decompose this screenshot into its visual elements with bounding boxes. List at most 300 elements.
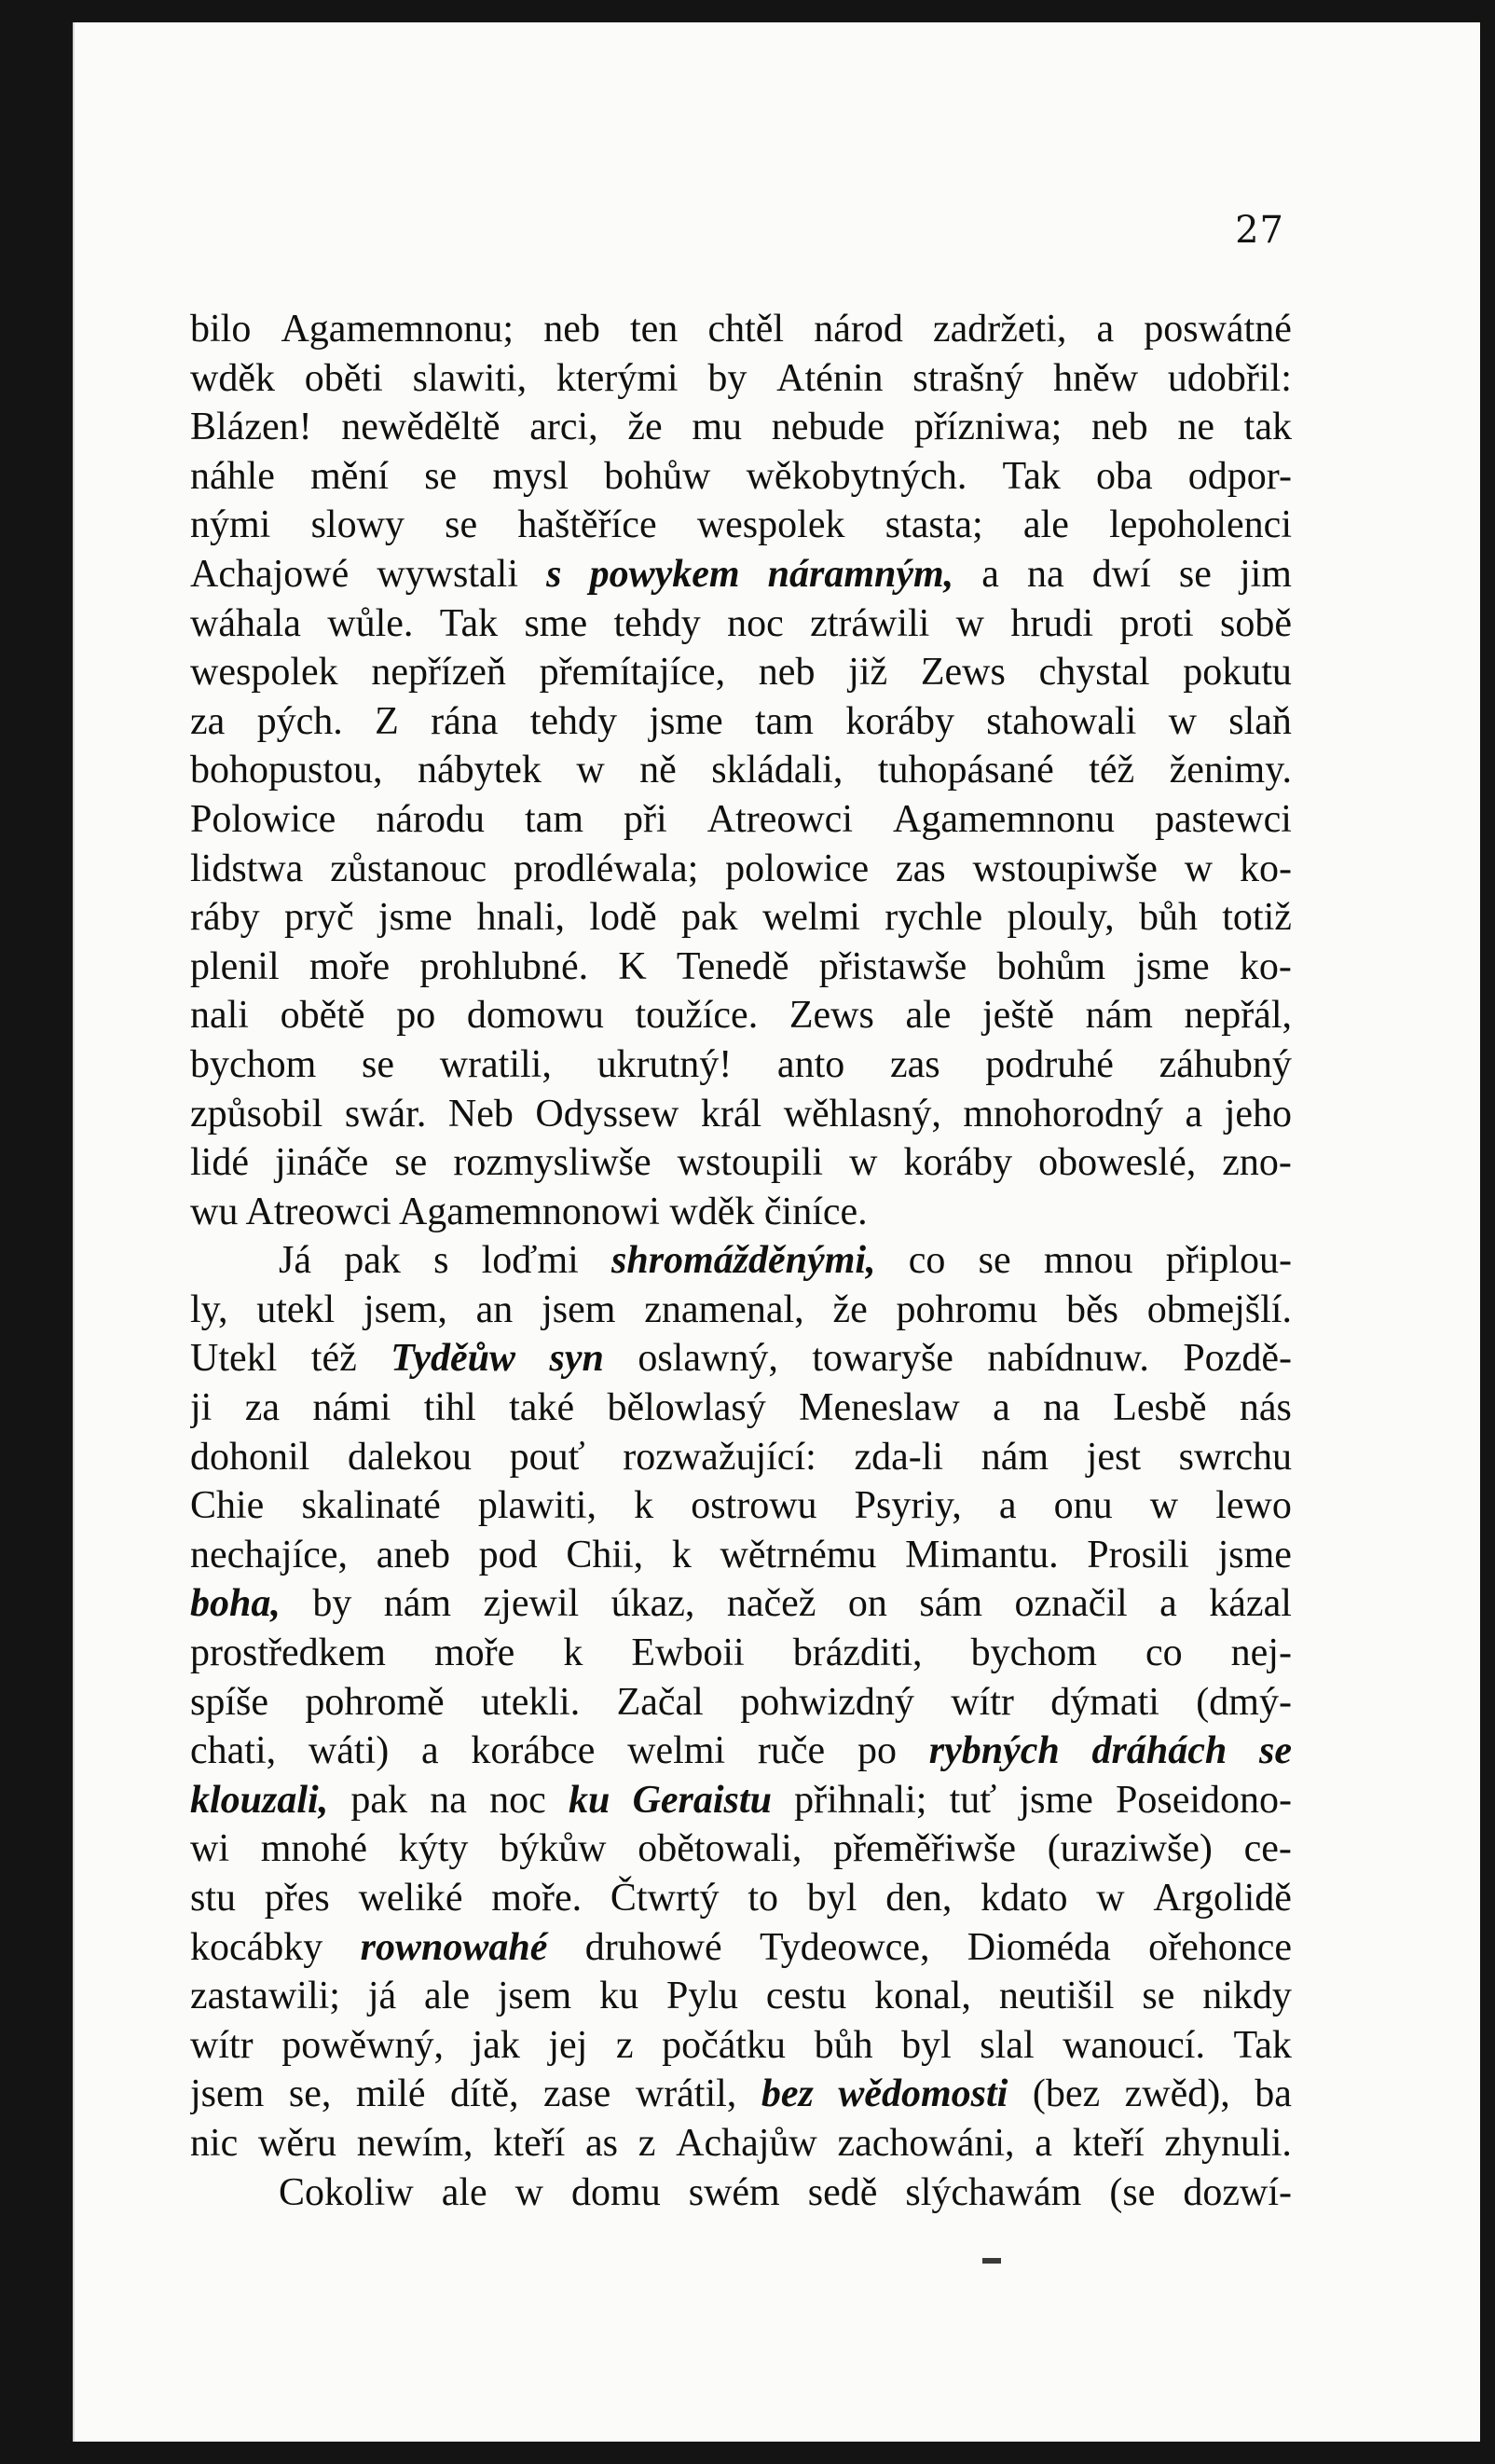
text-line xyxy=(190,2119,1292,2168)
word: korábce xyxy=(471,1729,596,1773)
word: lepoholenci xyxy=(1109,503,1292,547)
word: Cokoliw xyxy=(279,2170,414,2214)
word: pak xyxy=(344,1239,401,1283)
page-number: 27 xyxy=(1235,209,1284,252)
word: zastawili; xyxy=(190,1975,340,2018)
emphasized-word: boha, xyxy=(190,1582,281,1626)
emphasized-word: bez xyxy=(761,2072,814,2116)
word: wáti) xyxy=(308,1729,390,1773)
emphasized-word: náramným, xyxy=(767,552,954,596)
word: zachowáni, xyxy=(837,2121,1015,2165)
word: (uraziwše) xyxy=(1047,1827,1213,1871)
word: bůh xyxy=(1138,896,1198,940)
word: proti xyxy=(1119,601,1194,645)
word: strašný xyxy=(912,356,1024,400)
word: pouť xyxy=(509,1435,585,1479)
word: mění xyxy=(310,454,390,498)
word: (bez xyxy=(1032,2072,1101,2116)
word: polowice xyxy=(725,847,870,890)
word: w xyxy=(1168,699,1197,743)
word: wěru xyxy=(258,2121,337,2165)
word: k xyxy=(671,1533,692,1576)
text-line xyxy=(190,305,1292,354)
word: pak xyxy=(680,896,738,940)
text-line xyxy=(190,1040,1292,1090)
word: pohwizdný xyxy=(740,1680,914,1724)
word: označil xyxy=(1014,1582,1128,1626)
word: (dmý- xyxy=(1196,1680,1292,1724)
word: swém xyxy=(688,2170,780,2214)
word: námi xyxy=(312,1386,391,1430)
word: wratili, xyxy=(439,1042,552,1086)
word: pryč xyxy=(283,896,354,940)
text-line xyxy=(190,1188,1292,1237)
text-line xyxy=(190,893,1292,943)
emphasized-word: se xyxy=(1259,1729,1292,1773)
word: ořehonce xyxy=(1148,1925,1292,1969)
word: (se xyxy=(1109,2170,1156,2214)
word: ale xyxy=(1022,503,1069,547)
word: nám xyxy=(383,1582,452,1626)
word: tam xyxy=(755,699,814,743)
word: král xyxy=(700,1092,762,1136)
word: toužíce. xyxy=(635,994,759,1038)
word: že xyxy=(627,406,663,449)
word: moře xyxy=(309,944,391,988)
word: Psyriy, xyxy=(854,1484,962,1528)
word: již xyxy=(848,651,888,695)
word: zhynuli. xyxy=(1164,2121,1292,2165)
word: bychom xyxy=(970,1631,1097,1675)
word: utekli. xyxy=(481,1680,581,1724)
word: způsobil xyxy=(190,1092,323,1136)
word: z xyxy=(638,2121,656,2165)
word: náhle xyxy=(190,454,275,498)
word: přemítajíce, xyxy=(539,651,726,695)
word: mnohorodný xyxy=(963,1092,1163,1136)
book-page xyxy=(73,22,1480,2442)
word: byl xyxy=(806,1877,857,1920)
emphasized-word: syn xyxy=(549,1337,604,1381)
word: hněw xyxy=(1053,356,1139,400)
word: zjewil xyxy=(483,1582,580,1626)
word: koráby xyxy=(903,1141,1013,1185)
word: ly, xyxy=(190,1287,228,1331)
word: zda-li xyxy=(854,1435,944,1479)
word: lewo xyxy=(1215,1484,1292,1528)
text-line xyxy=(190,1629,1292,1678)
word: brázditi, xyxy=(792,1631,923,1675)
word: spíše xyxy=(190,1680,268,1724)
word: totiž xyxy=(1222,896,1292,940)
word: ko- xyxy=(1239,847,1292,890)
word: tam xyxy=(525,797,583,841)
emphasized-word: Geraistu xyxy=(632,1778,772,1822)
emphasized-word: dráhách xyxy=(1091,1729,1228,1773)
text-line xyxy=(190,1433,1292,1482)
word: welmi xyxy=(761,896,860,940)
word: na xyxy=(1043,1386,1080,1430)
word: ba xyxy=(1255,2072,1292,2116)
word: znamenal, xyxy=(644,1287,804,1331)
word: s xyxy=(433,1239,449,1283)
word: úkaz, xyxy=(610,1582,695,1626)
word: Argolidě xyxy=(1153,1877,1292,1920)
word: wywstali xyxy=(377,552,519,596)
word: ukrutný! xyxy=(597,1042,733,1086)
text-line xyxy=(190,795,1292,845)
word: Tydeowce, xyxy=(759,1925,930,1969)
word: Achajůw xyxy=(676,2121,817,2165)
word: Polowice xyxy=(190,797,336,841)
word: a xyxy=(420,1729,439,1773)
word: wi xyxy=(190,1827,229,1871)
word: loďmi xyxy=(481,1239,579,1283)
word: arci, xyxy=(529,406,598,449)
text-line xyxy=(190,1776,1292,1825)
word: nám xyxy=(1085,994,1153,1038)
word: jsem xyxy=(497,1975,572,2018)
word: se xyxy=(394,1141,428,1185)
word: zas xyxy=(889,1042,940,1086)
word: a xyxy=(1185,1092,1203,1136)
word: prodléwala; xyxy=(514,847,699,890)
word: w xyxy=(514,2170,544,2214)
word: konal, xyxy=(874,1975,971,2018)
emphasized-word: Tyděůw xyxy=(391,1337,515,1381)
word: připlou- xyxy=(1165,1239,1292,1283)
word: přízniwa; xyxy=(913,406,1063,449)
word: skalinaté xyxy=(301,1484,441,1528)
text-line xyxy=(190,1678,1292,1728)
word: koráby xyxy=(845,699,954,743)
word: oběti xyxy=(304,356,383,400)
word: byl xyxy=(901,2023,952,2067)
word: bychom xyxy=(190,1042,317,1086)
word: kteří xyxy=(493,2121,566,2165)
word: mnou xyxy=(1043,1239,1133,1283)
word: a xyxy=(993,1386,1010,1430)
word: tihl xyxy=(423,1386,476,1430)
word: bilo xyxy=(190,308,252,351)
word: Poseidono- xyxy=(1116,1778,1292,1822)
word: ráby xyxy=(190,896,260,940)
word: udobřil: xyxy=(1167,356,1292,400)
text-line xyxy=(190,2070,1292,2119)
word: an xyxy=(475,1287,514,1331)
word: jsme xyxy=(1217,1533,1292,1576)
word: národ xyxy=(814,308,903,351)
word: slal xyxy=(980,2023,1035,2067)
word: kázal xyxy=(1209,1582,1292,1626)
word: Aténin xyxy=(776,356,884,400)
word: národu xyxy=(376,797,485,841)
word: Tak xyxy=(1002,454,1061,498)
word: slawiti, xyxy=(412,356,528,400)
word: lidstwa xyxy=(190,847,304,890)
word: nechajíce, xyxy=(190,1533,349,1576)
word: rozmysliwše xyxy=(453,1141,651,1185)
word: nám xyxy=(981,1435,1049,1479)
word: mu xyxy=(692,406,743,449)
word: se xyxy=(424,454,458,498)
word: nikdy xyxy=(1202,1975,1292,2018)
word: zwěd), xyxy=(1124,2072,1230,2116)
word: wu Atreowci Agamemnonowi wděk činíce. xyxy=(190,1190,868,1233)
word: jim xyxy=(1239,552,1292,596)
word: počátku xyxy=(662,2023,787,2067)
word: swrchu xyxy=(1178,1435,1292,1479)
word: wětrnému xyxy=(720,1533,877,1576)
emphasized-word: wědomosti xyxy=(838,2072,1008,2116)
emphasized-word: rybných xyxy=(928,1729,1060,1773)
word: wítr xyxy=(190,2023,254,2067)
word: wespolek xyxy=(190,651,338,695)
word: nabídnuw. xyxy=(987,1337,1149,1381)
text-line xyxy=(190,1531,1292,1580)
word: kýty xyxy=(398,1827,469,1871)
word: kocábky xyxy=(190,1925,323,1969)
word: prohlubné. xyxy=(419,944,589,988)
word: se xyxy=(1142,1975,1175,2018)
word: lidé xyxy=(190,1141,249,1185)
word: jsem, xyxy=(363,1287,447,1331)
text-line xyxy=(190,648,1292,697)
word: bohopustou, xyxy=(190,749,383,792)
word: se xyxy=(978,1239,1011,1283)
word: zno- xyxy=(1222,1141,1292,1185)
word: Ewboii xyxy=(631,1631,745,1675)
text-line xyxy=(190,1383,1292,1433)
word: rychle xyxy=(885,896,983,940)
text-line xyxy=(190,991,1292,1040)
word: k xyxy=(563,1631,583,1675)
word: chystal xyxy=(1038,651,1150,695)
word: též xyxy=(310,1337,357,1381)
word: by xyxy=(707,356,748,400)
word: přes xyxy=(264,1877,330,1920)
word: slowy xyxy=(310,503,405,547)
word: Pylu xyxy=(666,1975,739,2018)
word: cestu xyxy=(765,1975,847,2018)
word: Achajowé xyxy=(190,552,350,596)
word: přistawše xyxy=(818,944,967,988)
word: jsme xyxy=(649,699,723,743)
word: a xyxy=(1159,1582,1177,1626)
word: ostrowu xyxy=(691,1484,817,1528)
word: Agamemnonu xyxy=(893,797,1115,841)
word: Začal xyxy=(616,1680,704,1724)
word: co xyxy=(1145,1631,1183,1675)
word: nic xyxy=(190,2121,239,2165)
word: neb xyxy=(758,651,816,695)
word: já xyxy=(367,1975,397,2018)
body-text xyxy=(190,305,1292,2217)
word: přihnali; xyxy=(794,1778,927,1822)
word: utekl xyxy=(256,1287,336,1331)
word: neb xyxy=(1090,406,1148,449)
text-line xyxy=(190,1824,1292,1874)
emphasized-word: rownowahé xyxy=(360,1925,548,1969)
word: též xyxy=(1089,749,1135,792)
word: plawiti, xyxy=(477,1484,597,1528)
word: wrátil, xyxy=(635,2072,737,2116)
text-line xyxy=(190,1481,1292,1531)
word: sme xyxy=(524,601,588,645)
word: sedě xyxy=(807,2170,878,2214)
word: kterými xyxy=(555,356,679,400)
word: Mimantu. xyxy=(905,1533,1059,1576)
word: a xyxy=(981,552,999,596)
word: noc xyxy=(727,601,784,645)
word: z xyxy=(615,2023,634,2067)
text-line xyxy=(190,1334,1292,1383)
word: wanoucí. xyxy=(1063,2023,1205,2067)
word: rána xyxy=(431,699,499,743)
word: tuhopásané xyxy=(877,749,1054,792)
word: stasta; xyxy=(885,503,983,547)
word: nás xyxy=(1239,1386,1292,1430)
text-line xyxy=(190,1090,1292,1139)
word: pokutu xyxy=(1183,651,1292,695)
word: hrudi xyxy=(1010,601,1093,645)
word: zase xyxy=(543,2072,611,2116)
word: nými xyxy=(190,503,271,547)
word: ženimy. xyxy=(1169,749,1292,792)
word: dohonil xyxy=(190,1435,310,1479)
emphasized-word: ku xyxy=(569,1778,610,1822)
word: pohromě xyxy=(305,1680,445,1724)
text-line xyxy=(190,943,1292,992)
emphasized-word: shromážděnými, xyxy=(611,1239,876,1283)
text-line xyxy=(190,1972,1292,2021)
word: dýmati xyxy=(1050,1680,1159,1724)
word: bohůw xyxy=(604,454,711,498)
word: a xyxy=(998,1484,1017,1528)
word: oslawný, xyxy=(638,1337,778,1381)
word: nepřízeň xyxy=(371,651,506,695)
word: nali xyxy=(190,994,249,1038)
word: jeho xyxy=(1224,1092,1292,1136)
word: ce- xyxy=(1243,1827,1292,1871)
word: načež xyxy=(726,1582,816,1626)
word: poswátné xyxy=(1144,308,1292,351)
word: Čtwrtý xyxy=(610,1877,720,1920)
word: stu xyxy=(190,1877,237,1920)
word: wůle. xyxy=(327,601,414,645)
word: moře xyxy=(434,1631,515,1675)
word: newěděltě xyxy=(341,406,501,449)
word: ale xyxy=(441,2170,487,2214)
word: pých. xyxy=(256,699,343,743)
text-line xyxy=(190,2168,1292,2218)
word: mnohé xyxy=(260,1827,368,1871)
word: wespolek xyxy=(696,503,845,547)
text-line xyxy=(190,845,1292,894)
word: wítr xyxy=(951,1680,1014,1724)
word: po xyxy=(396,994,436,1038)
emphasized-word: s xyxy=(546,552,562,596)
word: ten xyxy=(630,308,679,351)
word: ještě xyxy=(982,994,1054,1038)
word: den, xyxy=(885,1877,953,1920)
word: sám xyxy=(919,1582,982,1626)
word: Lesbě xyxy=(1113,1386,1207,1430)
word: towaryše xyxy=(812,1337,953,1381)
word: stahowali xyxy=(986,699,1137,743)
word: wěhlasný, xyxy=(783,1092,941,1136)
text-line xyxy=(190,599,1292,649)
word: chati, xyxy=(190,1729,277,1773)
word: lodě xyxy=(589,896,657,940)
word: plouly, xyxy=(1007,896,1115,940)
word: se xyxy=(362,1042,395,1086)
word: dalekou xyxy=(348,1435,472,1479)
word: kdato xyxy=(981,1877,1068,1920)
word: pastewci xyxy=(1155,797,1292,841)
text-line xyxy=(190,1727,1292,1776)
word: wáhala xyxy=(190,601,301,645)
word: oba xyxy=(1096,454,1153,498)
word: w xyxy=(955,601,985,645)
word: by xyxy=(312,1582,352,1626)
word: slaň xyxy=(1228,699,1292,743)
text-line xyxy=(190,1874,1292,1923)
word: jsme xyxy=(1019,1778,1093,1822)
word: Chii, xyxy=(566,1533,644,1576)
word: se, xyxy=(288,2072,332,2116)
word: záhubný xyxy=(1159,1042,1292,1086)
word: jej xyxy=(548,2023,588,2067)
word: jest xyxy=(1086,1435,1141,1479)
word: noc xyxy=(489,1778,546,1822)
text-line xyxy=(190,1138,1292,1188)
word: Tak xyxy=(439,601,499,645)
text-line xyxy=(190,2021,1292,2071)
text-line xyxy=(190,354,1292,404)
text-line xyxy=(190,550,1292,599)
word: w xyxy=(1149,1484,1179,1528)
word: býkůw xyxy=(500,1827,607,1871)
word: nábytek xyxy=(417,749,542,792)
word: ztráwili xyxy=(810,601,930,645)
word: tehdy xyxy=(529,699,618,743)
word: druhowé xyxy=(584,1925,722,1969)
word: ko- xyxy=(1239,944,1292,988)
word: přeměřiwše xyxy=(833,1827,1016,1871)
word: welmi xyxy=(627,1729,726,1773)
word: ale xyxy=(905,994,952,1038)
word: rozwažující: xyxy=(623,1435,816,1479)
word: Zews xyxy=(789,994,874,1038)
word: obětowali, xyxy=(638,1827,802,1871)
word: Meneslaw xyxy=(799,1386,960,1430)
word: domowu xyxy=(466,994,604,1038)
word: Prosili xyxy=(1087,1533,1189,1576)
text-line xyxy=(190,1236,1292,1286)
word: swár. xyxy=(344,1092,427,1136)
word: ji xyxy=(190,1386,213,1430)
word: kteří xyxy=(1072,2121,1145,2165)
word: plenil xyxy=(190,944,280,988)
word: jsem xyxy=(190,2072,265,2116)
word: odpor- xyxy=(1187,454,1292,498)
word: nebude xyxy=(771,406,885,449)
word: wěkobytných. xyxy=(746,454,967,498)
word: tehdy xyxy=(613,601,701,645)
word: milé xyxy=(355,2072,426,2116)
word: neutišil xyxy=(998,1975,1115,2018)
